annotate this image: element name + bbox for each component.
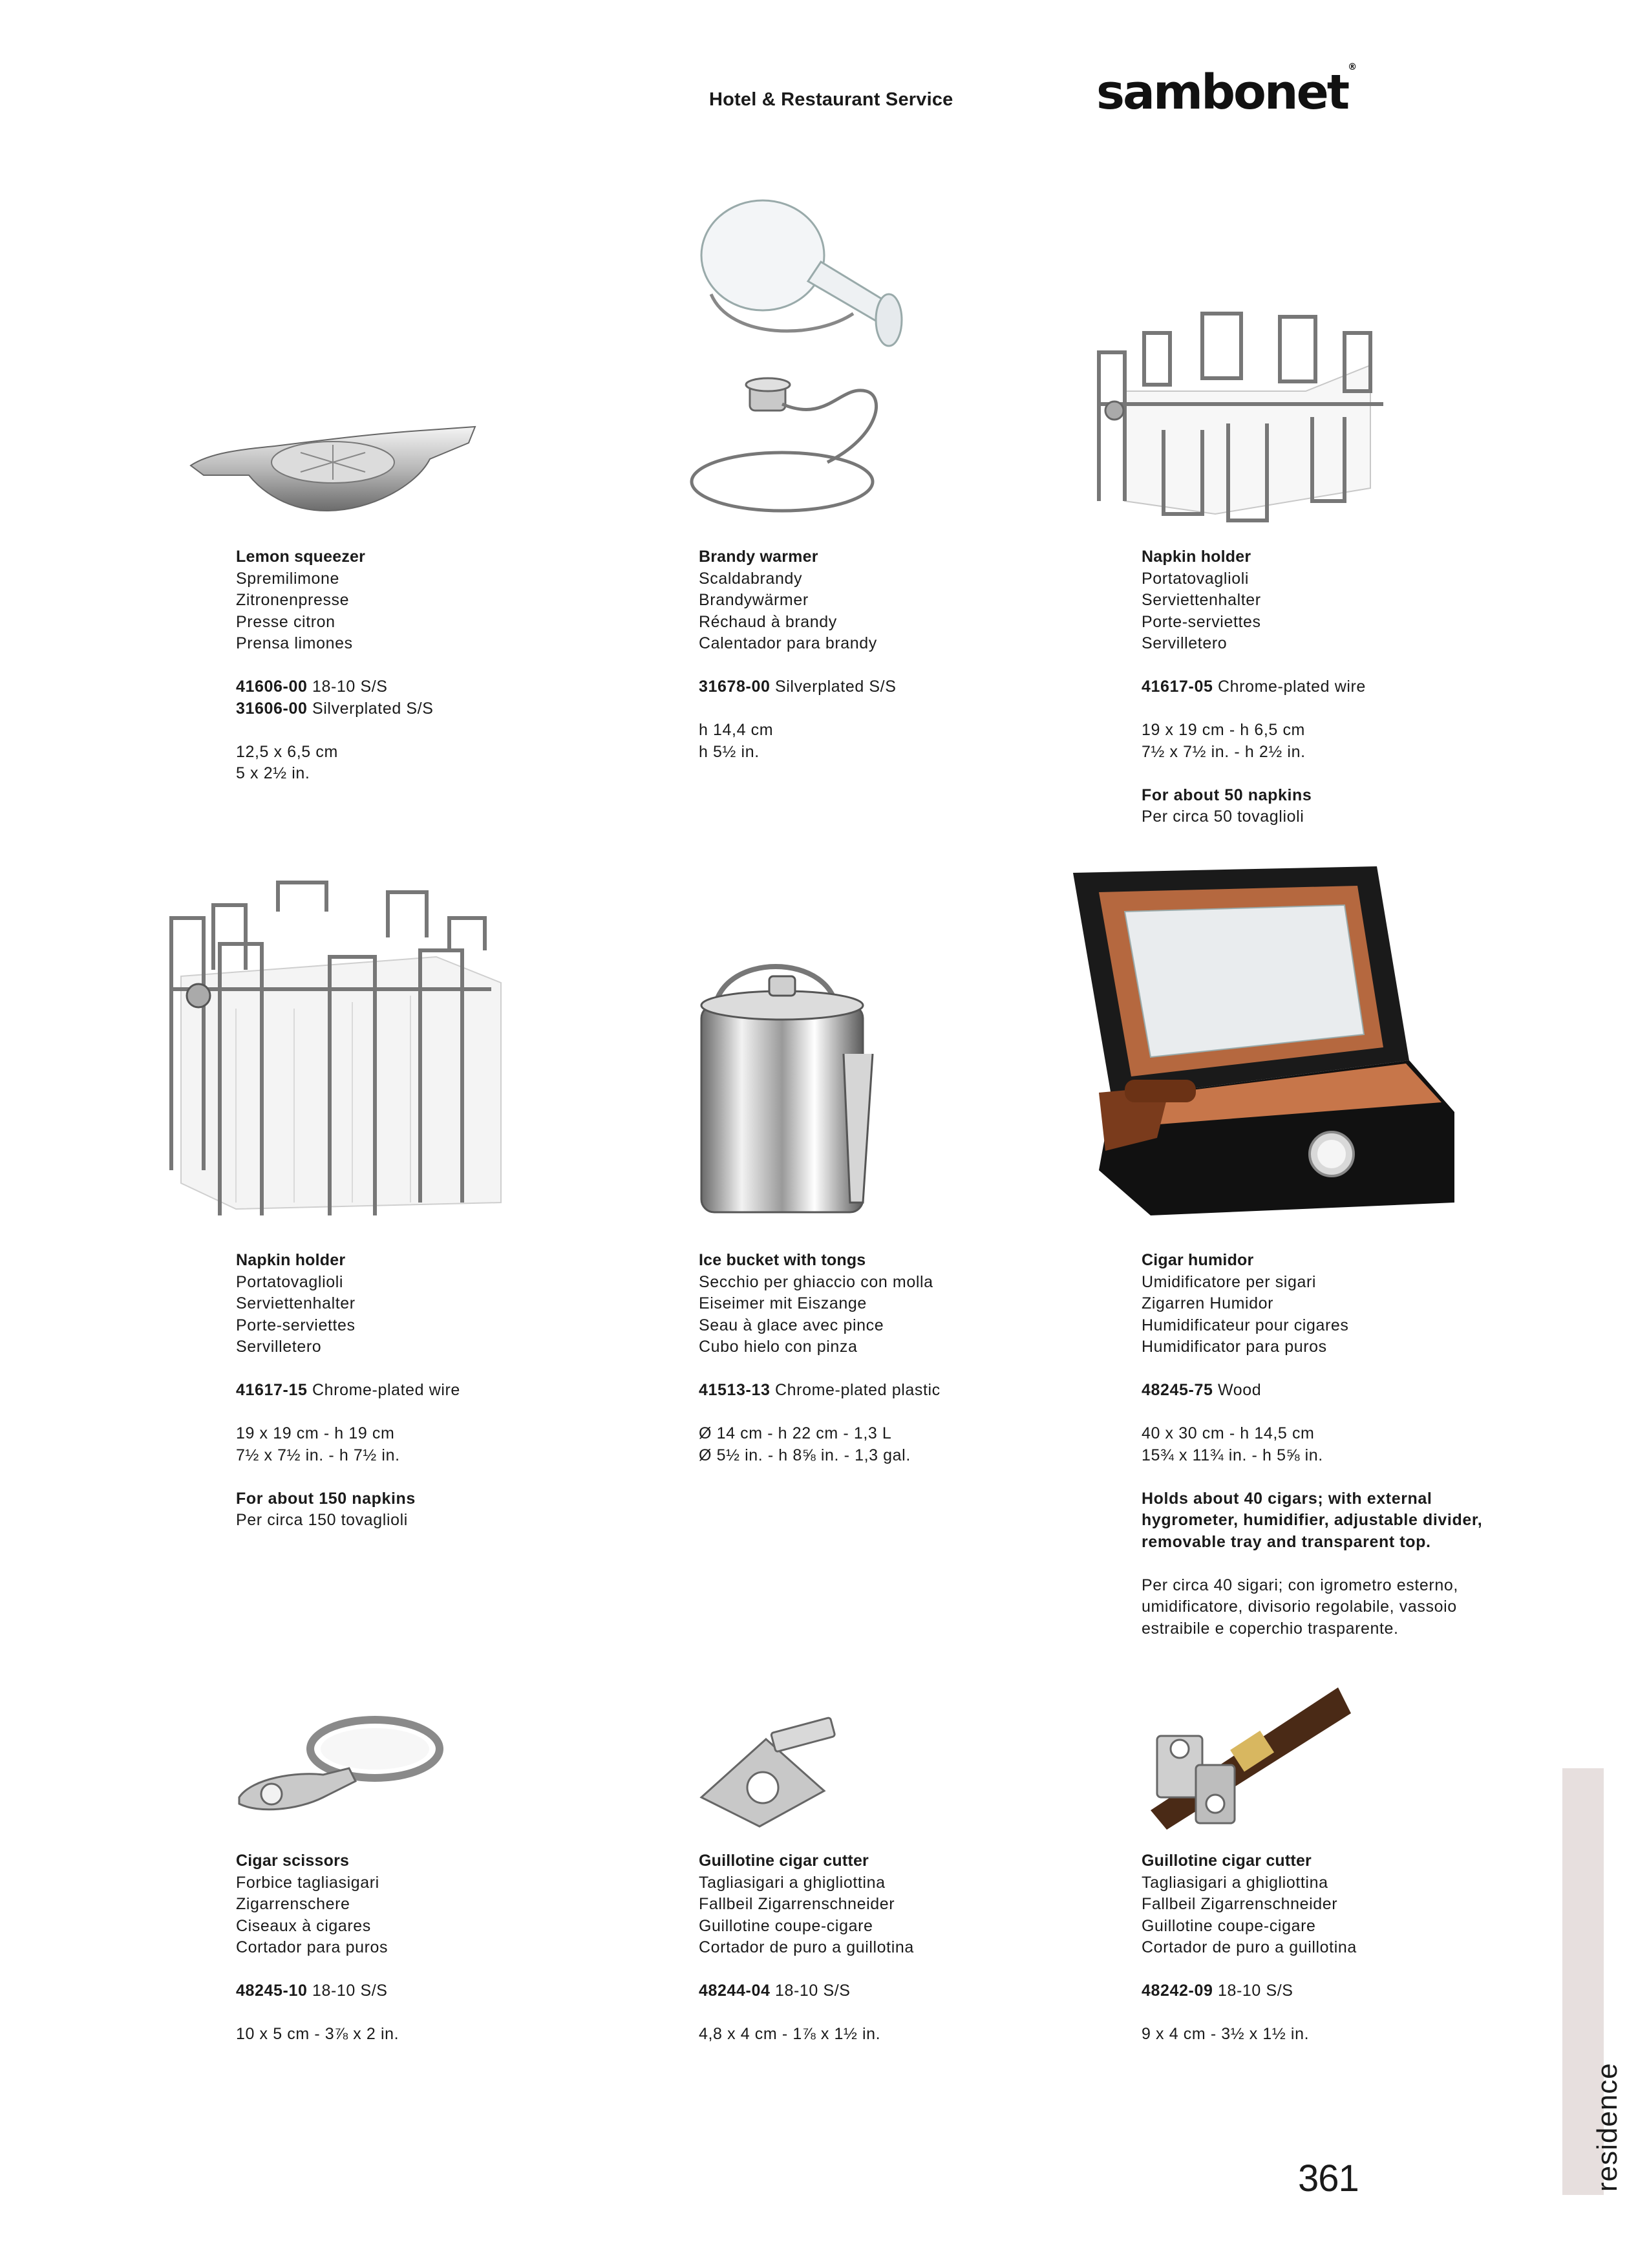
product-code-line — [699, 676, 1061, 698]
product-code-line — [236, 676, 598, 698]
cigar-humidor-image — [1073, 866, 1454, 1215]
product-name: Cigar scissors — [236, 1852, 350, 1870]
registered-mark-icon: ® — [1348, 62, 1357, 73]
dimension: 7½ x 7½ in. - h 7½ in. — [236, 1446, 400, 1464]
dimension: h 14,4 cm — [699, 721, 774, 739]
product-name: Brandy warmer — [699, 548, 818, 566]
product-block — [699, 546, 1061, 763]
product-material: Chrome-plated wire — [1218, 678, 1366, 696]
product-material: 18-10 S/S — [312, 1982, 388, 2000]
header-title: Hotel & Restaurant Service — [709, 89, 953, 110]
guillotine-cutter-small-image — [695, 1720, 844, 1830]
translation: Humidificator para puros — [1142, 1338, 1327, 1356]
translation: Serviettenhalter — [1142, 591, 1261, 609]
dimension: 10 x 5 cm - 3⅞ x 2 in. — [236, 2025, 399, 2043]
product-note-bold: Holds about 40 cigars; with external hygrometer, humidifier, adjustable divider, removable tray and transparent top. — [1142, 1489, 1483, 1551]
product-note: Per circa 150 tovaglioli — [236, 1511, 408, 1529]
product-code: 48245-75 — [1142, 1381, 1213, 1399]
translation: Humidificateur pour cigares — [1142, 1316, 1349, 1334]
translation: Prensa limones — [236, 634, 353, 652]
dimension: 5 x 2½ in. — [236, 764, 310, 782]
translation: Servilletero — [236, 1338, 322, 1356]
product-name: Guillotine cigar cutter — [1142, 1852, 1312, 1870]
product-block — [236, 1850, 598, 2046]
translation: Secchio per ghiaccio con molla — [699, 1272, 933, 1291]
product-name: Guillotine cigar cutter — [699, 1852, 869, 1870]
translation: Zigarren Humidor — [1142, 1294, 1274, 1312]
product-block — [1142, 1850, 1504, 2046]
section-label: residence — [1591, 2062, 1623, 2192]
product-block — [236, 546, 598, 785]
product-code-line — [236, 1380, 598, 1402]
brandy-warmer-image — [672, 191, 918, 520]
translation: Fallbeil Zigarrenschneider — [699, 1895, 895, 1913]
product-name: Ice bucket with tongs — [699, 1251, 866, 1269]
product-material: 18-10 S/S — [312, 678, 388, 696]
product-code-line — [699, 1380, 1061, 1402]
translation: Réchaud à brandy — [699, 612, 837, 631]
translation: Cortador de puro a guillotina — [1142, 1938, 1357, 1956]
dimension: Ø 5½ in. - h 8⅝ in. - 1,3 gal. — [699, 1446, 911, 1464]
product-code-line — [236, 1980, 598, 2002]
product-code: 41617-15 — [236, 1381, 308, 1399]
product-code-line — [1142, 1380, 1504, 1402]
product-code: 41617-05 — [1142, 678, 1213, 696]
lemon-squeezer-image — [184, 414, 482, 524]
product-material: Silverplated S/S — [775, 678, 897, 696]
dimension: 19 x 19 cm - h 6,5 cm — [1142, 721, 1305, 739]
translation: Eiseimer mit Eiszange — [699, 1294, 867, 1312]
product-block — [699, 1250, 1061, 1466]
translation: Porte-serviettes — [1142, 612, 1261, 631]
translation: Servilletero — [1142, 634, 1228, 652]
product-code-line — [1142, 676, 1504, 698]
dimension: 40 x 30 cm - h 14,5 cm — [1142, 1424, 1315, 1442]
translation: Cortador para puros — [236, 1938, 388, 1956]
dimension: 4,8 x 4 cm - 1⅞ x 1½ in. — [699, 2025, 881, 2043]
translation: Zitronenpresse — [236, 591, 350, 609]
product-name: Lemon squeezer — [236, 548, 366, 566]
product-material: 18-10 S/S — [775, 1982, 851, 2000]
dimension: 12,5 x 6,5 cm — [236, 742, 338, 761]
translation: Fallbeil Zigarrenschneider — [1142, 1895, 1338, 1913]
translation: Guillotine coupe-cigare — [1142, 1916, 1316, 1935]
product-code: 31678-00 — [699, 678, 771, 696]
translation: Cubo hielo con pinza — [699, 1338, 858, 1356]
translation: Guillotine coupe-cigare — [699, 1916, 873, 1935]
product-material: Chrome-plated wire — [312, 1381, 460, 1399]
product-code: 41606-00 — [236, 678, 308, 696]
product-code: 31606-00 — [236, 699, 308, 718]
product-code: 48245-10 — [236, 1982, 308, 2000]
translation: Portatovaglioli — [1142, 569, 1249, 588]
product-code-line — [1142, 1980, 1504, 2002]
product-block — [1142, 1250, 1504, 1640]
product-material: 18-10 S/S — [1218, 1982, 1293, 2000]
translation: Forbice tagliasigari — [236, 1873, 379, 1892]
napkin-holder-small-image — [1086, 307, 1396, 527]
napkin-holder-large-image — [165, 879, 501, 1215]
cigar-scissors-image — [226, 1707, 446, 1823]
translation: Presse citron — [236, 612, 335, 631]
product-material: Chrome-plated plastic — [775, 1381, 941, 1399]
product-name: Cigar humidor — [1142, 1251, 1254, 1269]
translation: Cortador de puro a guillotina — [699, 1938, 914, 1956]
guillotine-cutter-large-image — [1138, 1674, 1357, 1830]
translation: Porte-serviettes — [236, 1316, 356, 1334]
translation: Serviettenhalter — [236, 1294, 356, 1312]
product-note: Per circa 50 tovaglioli — [1142, 808, 1304, 826]
translation: Zigarrenschere — [236, 1895, 350, 1913]
translation: Spremilimone — [236, 569, 340, 588]
product-block — [699, 1850, 1061, 2046]
translation: Portatovaglioli — [236, 1272, 344, 1291]
dimension: 7½ x 7½ in. - h 2½ in. — [1142, 742, 1306, 761]
brand-logo — [1096, 62, 1357, 120]
brand-logo-text: sambonet — [1096, 65, 1348, 120]
product-name: Napkin holder — [236, 1251, 346, 1269]
translation: Tagliasigari a ghigliottina — [699, 1873, 886, 1892]
translation: Umidificatore per sigari — [1142, 1272, 1317, 1291]
product-code-line — [699, 1980, 1061, 2002]
translation: Seau à glace avec pince — [699, 1316, 884, 1334]
dimension: 19 x 19 cm - h 19 cm — [236, 1424, 395, 1442]
product-block — [1142, 546, 1504, 828]
product-material: Wood — [1218, 1381, 1262, 1399]
product-code: 48244-04 — [699, 1982, 771, 2000]
product-note: Per circa 40 sigari; con igrometro esterno, umidificatore, divisorio regolabile, vassoio estraibile e coperchio trasparente. — [1142, 1576, 1458, 1638]
translation: Scaldabrandy — [699, 569, 803, 588]
product-code: 48242-09 — [1142, 1982, 1213, 2000]
page-number: 361 — [1298, 2157, 1359, 2199]
translation: Brandywärmer — [699, 591, 809, 609]
ice-bucket-image — [688, 937, 895, 1222]
dimension: 9 x 4 cm - 3½ x 1½ in. — [1142, 2025, 1310, 2043]
translation: Calentador para brandy — [699, 634, 877, 652]
dimension: 15¾ x 11¾ in. - h 5⅝ in. — [1142, 1446, 1323, 1464]
product-code-line — [236, 698, 598, 720]
product-name: Napkin holder — [1142, 548, 1251, 566]
dimension: Ø 14 cm - h 22 cm - 1,3 L — [699, 1424, 892, 1442]
product-note-bold: For about 50 napkins — [1142, 786, 1312, 804]
translation: Tagliasigari a ghigliottina — [1142, 1873, 1328, 1892]
dimension: h 5½ in. — [699, 742, 760, 761]
product-code: 41513-13 — [699, 1381, 771, 1399]
product-note-bold: For about 150 napkins — [236, 1489, 416, 1508]
translation: Ciseaux à cigares — [236, 1916, 371, 1935]
product-block — [236, 1250, 598, 1532]
product-material: Silverplated S/S — [312, 699, 434, 718]
